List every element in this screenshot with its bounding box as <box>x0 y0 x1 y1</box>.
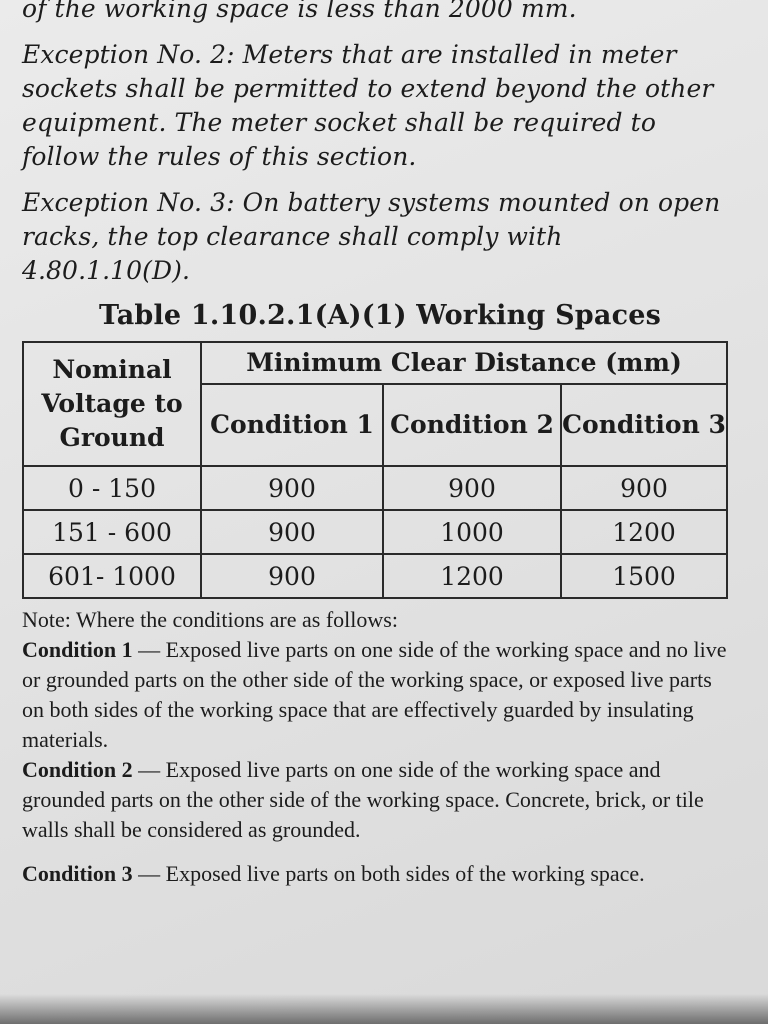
table-row <box>23 466 727 510</box>
book-page <box>22 0 738 889</box>
page-edge-shadow <box>0 994 768 1024</box>
condition-3-note <box>22 859 734 889</box>
condition-1-cell: 900 <box>201 510 383 554</box>
notes-intro: Note: Where the conditions are as follows: <box>22 607 398 632</box>
condition-3-header: Condition 3 <box>561 384 727 466</box>
condition-2-note <box>22 755 734 845</box>
exception-3-text: On battery systems mounted on open racks, the top clearance shall comply with 4.80.1.10(D). <box>22 188 721 285</box>
condition-2-label: Condition 2 <box>22 757 133 782</box>
condition-3-cell: 900 <box>561 466 727 510</box>
condition-2-cell: 900 <box>383 466 561 510</box>
condition-2-cell: 1200 <box>383 554 561 598</box>
voltage-cell: 151 - 600 <box>23 510 201 554</box>
table-row <box>23 510 727 554</box>
condition-3-cell: 1500 <box>561 554 727 598</box>
condition-2-cell: 1000 <box>383 510 561 554</box>
cut-off-paragraph-line: of the working space is less than 2000 mm. <box>22 0 577 23</box>
table-title: Table 1.10.2.1(A)(1) Working Spaces <box>98 300 661 331</box>
voltage-column-header: Nominal Voltage to Ground <box>23 342 201 466</box>
condition-3-description: — Exposed live parts on both sides of the working space. <box>132 861 645 886</box>
condition-1-note <box>22 635 734 755</box>
condition-2-header: Condition 2 <box>383 384 561 466</box>
condition-3-label: Condition 3 <box>22 861 133 886</box>
condition-3-cell: 1200 <box>561 510 727 554</box>
condition-1-description: — Exposed live parts on one side of the working space and no live or grounded parts on the other side of the working space, or exposed live parts on both sides of the working space that are effectively guarded by insulating materials. <box>22 637 727 752</box>
table-row <box>23 554 727 598</box>
voltage-cell: 601- 1000 <box>23 554 201 598</box>
min-clear-distance-header: Minimum Clear Distance (mm) <box>201 342 727 384</box>
condition-2-description: — Exposed live parts on one side of the working space and grounded parts on the other side of the working space. Concrete, brick, or tile walls shall be considered as grounded. <box>22 757 704 842</box>
exception-2-text: Meters that are installed in meter sockets shall be permitted to extend beyond the other equipment. The meter socket shall be required to follow the rules of this section. <box>22 40 714 171</box>
exception-2-paragraph <box>22 38 738 174</box>
condition-1-cell: 900 <box>201 554 383 598</box>
exception-2-lead: Exception No. 2: <box>22 40 235 69</box>
condition-1-cell: 900 <box>201 466 383 510</box>
condition-1-header: Condition 1 <box>201 384 383 466</box>
table-notes <box>22 605 734 889</box>
working-spaces-table <box>22 341 728 599</box>
condition-1-label: Condition 1 <box>22 637 133 662</box>
exception-3-paragraph <box>22 186 738 288</box>
voltage-cell: 0 - 150 <box>23 466 201 510</box>
exception-3-lead: Exception No. 3: <box>22 188 235 217</box>
